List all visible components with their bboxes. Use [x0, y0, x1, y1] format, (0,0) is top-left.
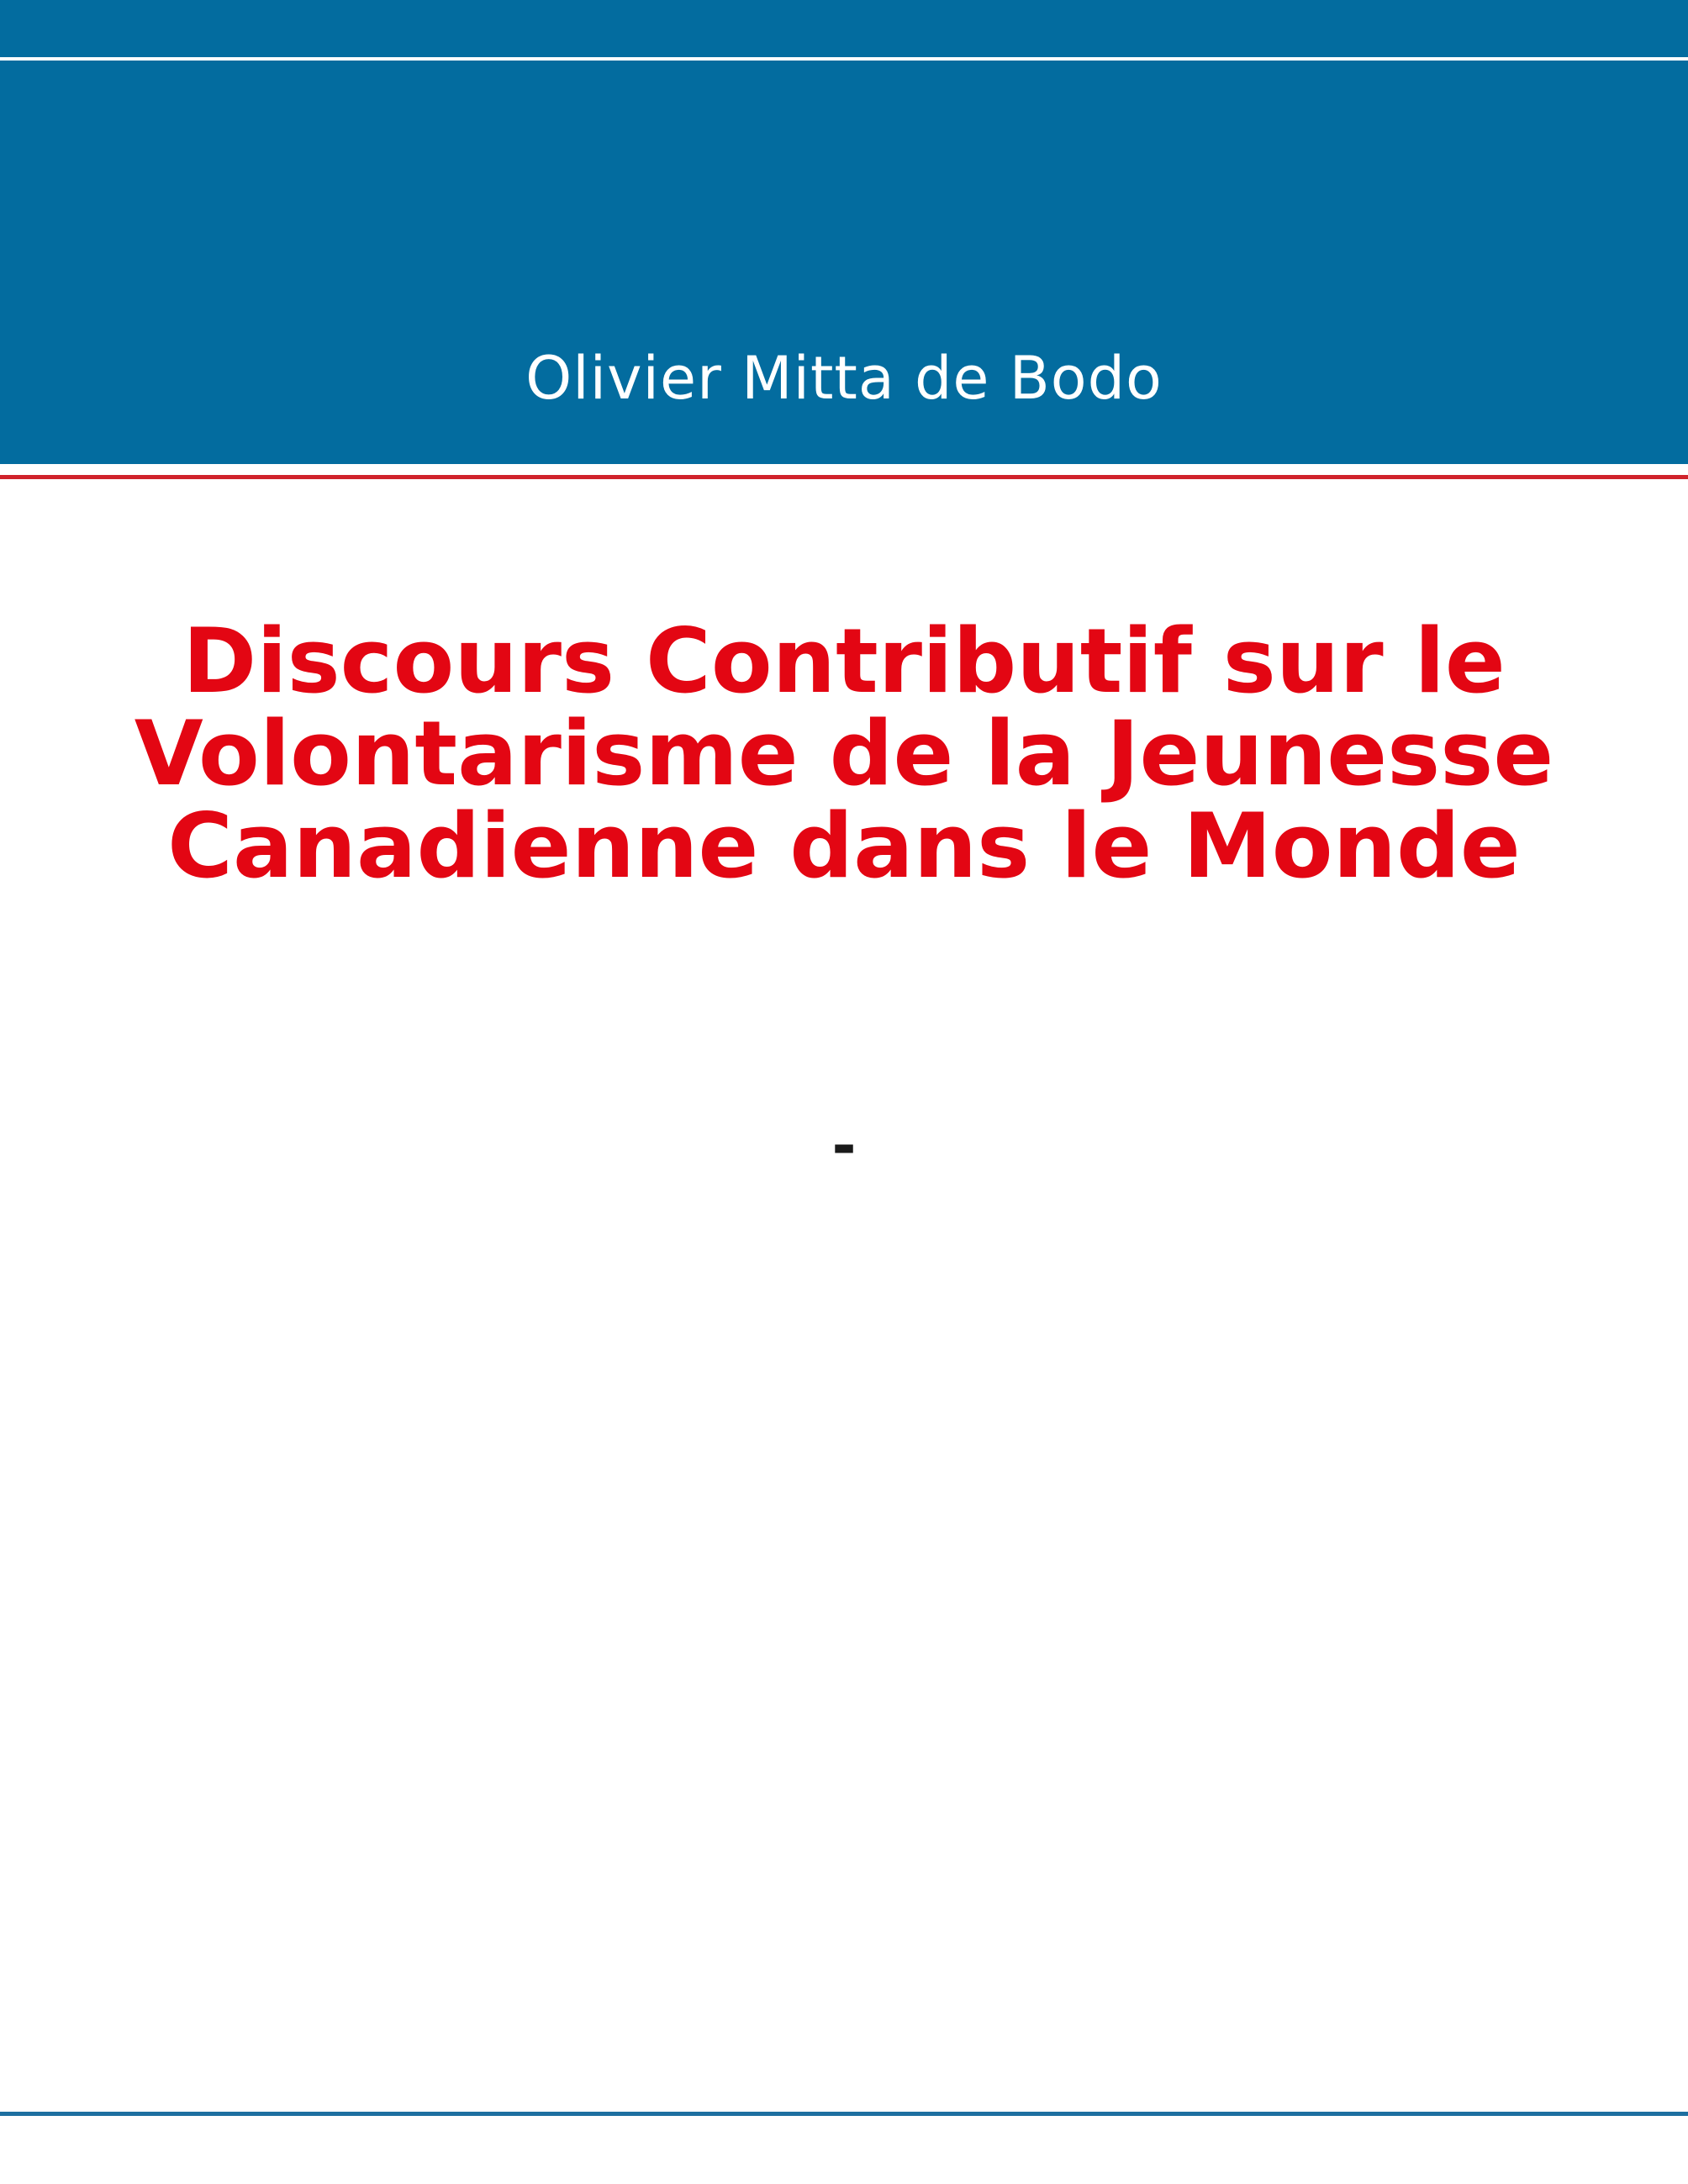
title-line-1: Discours Contributif sur le: [182, 609, 1506, 713]
title-line-2: Volontarisme de la Jeunesse: [134, 702, 1554, 805]
title-line-3: Canadienne dans le Monde: [167, 794, 1521, 898]
author-name: Olivier Mitta de Bodo: [525, 344, 1163, 413]
accent-rule: [0, 475, 1688, 479]
bottom-rule: [0, 2112, 1688, 2116]
subtitle: -: [831, 1111, 857, 1180]
header-band-rule: [0, 57, 1688, 61]
header-band: [0, 0, 1688, 464]
book-title: [50, 609, 1638, 898]
